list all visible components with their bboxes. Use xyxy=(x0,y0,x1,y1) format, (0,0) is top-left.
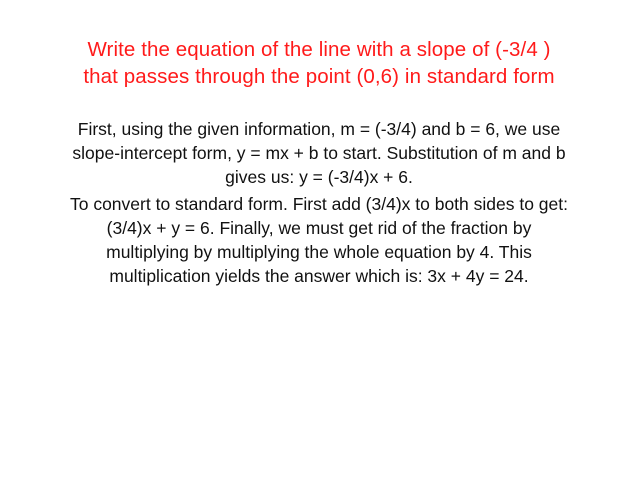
body-line: multiplication yields the answer which is: 3x + 4y = 24. xyxy=(109,266,529,286)
body-line: First, using the given information, m = (-3/4) and b = 6, we use xyxy=(77,119,561,139)
body-line: gives us: y = (-3/4)x + 6. xyxy=(225,167,413,187)
title-line-2: that passes through the point (0,6) in standard form xyxy=(83,65,555,88)
paragraph-standard-form xyxy=(14,192,624,288)
body-line: (3/4)x + y = 6. Finally, we must get rid of the fraction by xyxy=(106,218,532,238)
slide-body xyxy=(14,117,624,288)
slide-title xyxy=(30,36,608,90)
body-line: multiplying by multiplying the whole equation by 4. This xyxy=(106,242,532,262)
body-line: To convert to standard form. First add (3/4)x to both sides to get: xyxy=(69,194,568,214)
paragraph-slope-intercept xyxy=(14,117,624,189)
body-line: slope-intercept form, y = mx + b to start. Substitution of m and b xyxy=(72,143,566,163)
title-line-1: Write the equation of the line with a slope of (-3/4 ) xyxy=(87,38,551,61)
